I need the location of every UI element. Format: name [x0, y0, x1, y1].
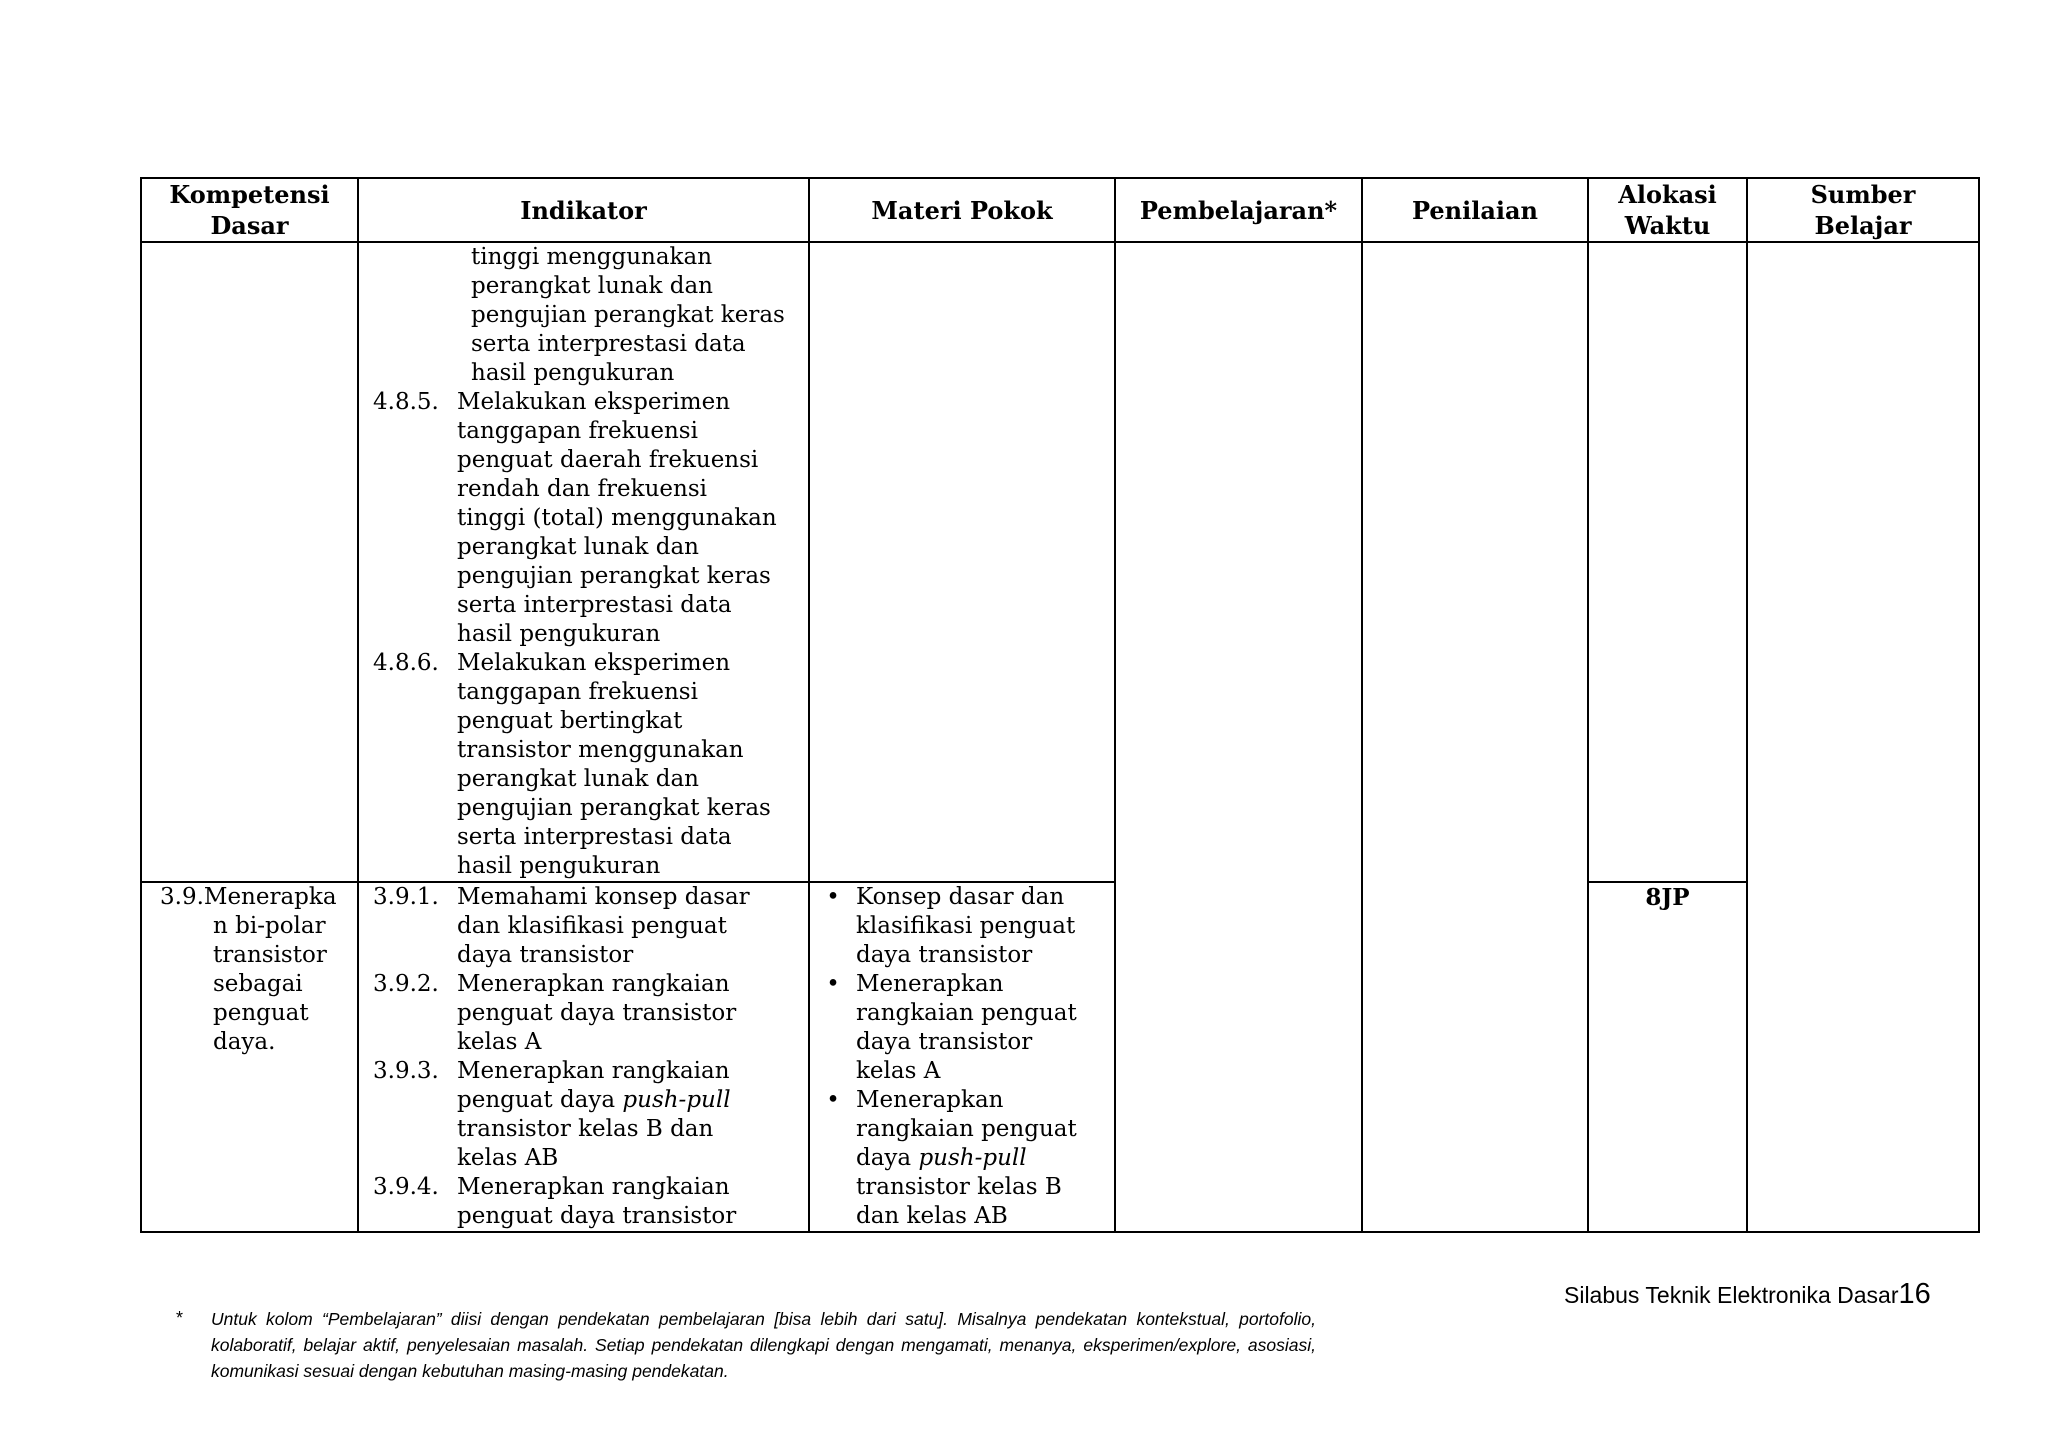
- footer-title: Silabus Teknik Elektronika Dasar: [1564, 1282, 1899, 1308]
- kompetensi-cell: [141, 242, 358, 882]
- table-header-row: [141, 178, 1979, 242]
- alokasi-value: 8JP: [1645, 884, 1690, 911]
- indikator-number: 4.8.6.: [373, 650, 439, 676]
- indikator-text: Melakukan eksperimen tanggapan frekuensi penguat bertingkat transistor menggunakan perangkat lunak dan pengujian perangkat keras serta interprestasi data hasil pengukuran: [457, 650, 771, 879]
- list-item: [810, 1086, 1114, 1231]
- indikator-text: Menerapkan rangkaian penguat daya transistor kelas A: [457, 971, 737, 1055]
- table-row: [141, 882, 1979, 1232]
- materi-cell: [809, 242, 1115, 882]
- indikator-cell: [358, 242, 809, 882]
- materi-text: [856, 1086, 1114, 1231]
- indikator-cell: [358, 882, 809, 1232]
- indikator-number: 3.9.3.: [373, 1058, 439, 1084]
- footnote-mark: *: [176, 1308, 184, 1328]
- indikator-number: 4.8.5.: [373, 389, 439, 415]
- indikator-item: [359, 1173, 808, 1231]
- header-sumber-belajar: Sumber Belajar: [1747, 178, 1979, 242]
- indikator-item: [359, 970, 808, 1057]
- header-pembelajaran: Pembelajaran*: [1115, 178, 1362, 242]
- header-materi-pokok: Materi Pokok: [809, 178, 1115, 242]
- kompetensi-first-line: 3.9.Menerapka: [160, 884, 337, 910]
- materi-cell: [809, 882, 1115, 1232]
- indikator-text: Memahami konsep dasar dan klasifikasi penguat daya transistor: [457, 884, 750, 968]
- sumber-cell: [1747, 242, 1979, 1232]
- indikator-text: [457, 1057, 808, 1173]
- materi-text-part: Menerapkan rangkaian penguat daya: [856, 1087, 1077, 1171]
- bullet-icon: •: [826, 1087, 840, 1113]
- header-penilaian: Penilaian: [1362, 178, 1588, 242]
- page-footer: [1564, 1278, 1931, 1311]
- materi-list: [810, 883, 1114, 1231]
- header-alokasi-waktu: Alokasi Waktu: [1588, 178, 1747, 242]
- list-item: [810, 883, 1114, 970]
- alokasi-cell: [1588, 242, 1747, 882]
- indikator-continuation: tinggi menggunakan perangkat lunak dan pengujian perangkat keras serta interprestasi data hasil pengukuran: [471, 244, 785, 386]
- penilaian-cell: [1362, 242, 1588, 1232]
- kompetensi-cell: [141, 882, 358, 1232]
- alokasi-cell: [1588, 882, 1747, 1232]
- indikator-text-italic: push-pull: [622, 1087, 731, 1113]
- header-indikator: Indikator: [358, 178, 809, 242]
- indikator-text-part: transistor kelas B dan kelas AB: [457, 1116, 714, 1171]
- indikator-item: [359, 649, 808, 881]
- footnote-text: Untuk kolom “Pembelajaran” diisi dengan pendekatan pembelajaran [bisa lebih dari satu]. Misalnya pendekatan kontekstual, portofolio, kolaboratif, belajar aktif, penyelesaian masalah. Setiap pendekatan dilengkapi dengan mengamati, menanya, eksperimen/explore, asosiasi, komunikasi sesuai dengan kebutuhan masing-masing pendekatan.: [211, 1309, 1316, 1381]
- materi-text-italic: push-pull: [918, 1145, 1027, 1171]
- table-row: [141, 242, 1979, 882]
- bullet-icon: •: [826, 884, 840, 910]
- indikator-item: [359, 388, 808, 649]
- indikator-text: Melakukan eksperimen tanggapan frekuensi penguat daerah frekuensi rendah dan frekuensi tinggi (total) menggunakan perangkat lunak dan pengujian perangkat keras serta interprestasi data hasil pengukuran: [457, 389, 777, 647]
- indikator-item: [359, 883, 808, 970]
- kompetensi-rest: n bi-polar transistor sebagai penguat daya.: [213, 913, 327, 1055]
- header-kompetensi-dasar: Kompetensi Dasar: [141, 178, 358, 242]
- pembelajaran-cell: [1115, 242, 1362, 1232]
- indikator-number: 3.9.4.: [373, 1174, 439, 1200]
- bullet-icon: •: [826, 971, 840, 997]
- indikator-number: 3.9.1.: [373, 884, 439, 910]
- materi-text: Menerapkan rangkaian penguat daya transistor kelas A: [856, 971, 1077, 1084]
- indikator-number: 3.9.2.: [373, 971, 439, 997]
- page-number: 16: [1898, 1278, 1931, 1310]
- syllabus-table: [140, 177, 1980, 1233]
- indikator-text: Menerapkan rangkaian penguat daya transistor: [457, 1174, 737, 1229]
- list-item: [810, 970, 1114, 1086]
- indikator-text-part: Menerapkan rangkaian penguat daya: [457, 1058, 730, 1113]
- materi-text-part: transistor kelas B dan kelas AB: [856, 1174, 1062, 1229]
- indikator-item: [359, 1057, 808, 1173]
- materi-text: Konsep dasar dan klasifikasi penguat daya transistor: [856, 884, 1076, 968]
